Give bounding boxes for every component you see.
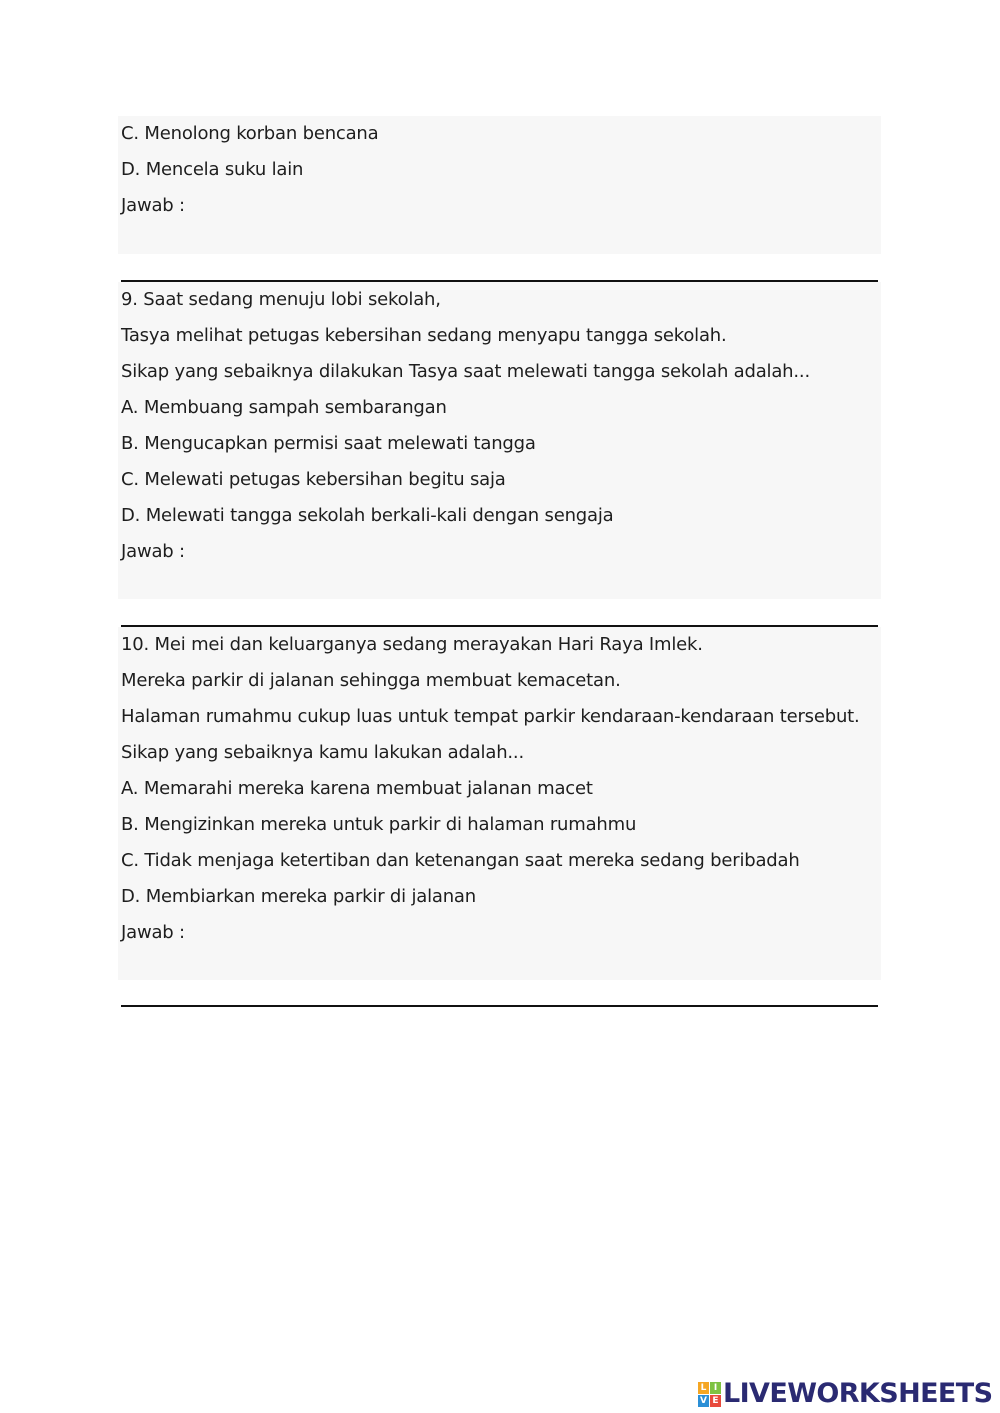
logo-text: LIVEWORKSHEETS (723, 1378, 993, 1409)
option-b: B. Mengizinkan mereka untuk parkir di halaman rumahmu (121, 814, 637, 835)
option-a: A. Memarahi mereka karena membuat jalanan macet (121, 778, 593, 799)
question-text: Mereka parkir di jalanan sehingga membuat kemacetan. (121, 670, 621, 691)
option-d: D. Melewati tangga sekolah berkali-kali dengan sengaja (121, 505, 614, 526)
question-text: Halaman rumahmu cukup luas untuk tempat parkir kendaraan-kendaraan tersebut. (121, 706, 860, 727)
option-d: D. Membiarkan mereka parkir di jalanan (121, 886, 476, 907)
option-c: C. Melewati petugas kebersihan begitu saja (121, 469, 506, 490)
option-a: A. Membuang sampah sembarangan (121, 397, 447, 418)
question-prompt: Sikap yang sebaiknya dilakukan Tasya saat melewati tangga sekolah adalah... (121, 361, 810, 382)
answer-label: Jawab : (121, 541, 185, 562)
question-9-block (118, 282, 881, 599)
logo-mark-icon: L I V E (698, 1382, 720, 1406)
question-prompt: Sikap yang sebaiknya kamu lakukan adalah... (121, 742, 524, 763)
question-10-block (118, 627, 881, 980)
answer-label: Jawab : (121, 922, 185, 943)
liveworksheets-logo (698, 1378, 992, 1410)
answer-label: Jawab : (121, 195, 185, 216)
question-text: Tasya melihat petugas kebersihan sedang menyapu tangga sekolah. (121, 325, 727, 346)
question-text: 10. Mei mei dan keluarganya sedang merayakan Hari Raya Imlek. (121, 634, 703, 655)
option-c: C. Tidak menjaga ketertiban dan ketenangan saat mereka sedang beribadah (121, 850, 800, 871)
option-c: C. Menolong korban bencana (121, 123, 379, 144)
answer-line[interactable] (121, 1005, 878, 1007)
question-8-block (118, 116, 881, 254)
question-text: 9. Saat sedang menuju lobi sekolah, (121, 289, 441, 310)
option-d: D. Mencela suku lain (121, 159, 304, 180)
option-b: B. Mengucapkan permisi saat melewati tangga (121, 433, 536, 454)
